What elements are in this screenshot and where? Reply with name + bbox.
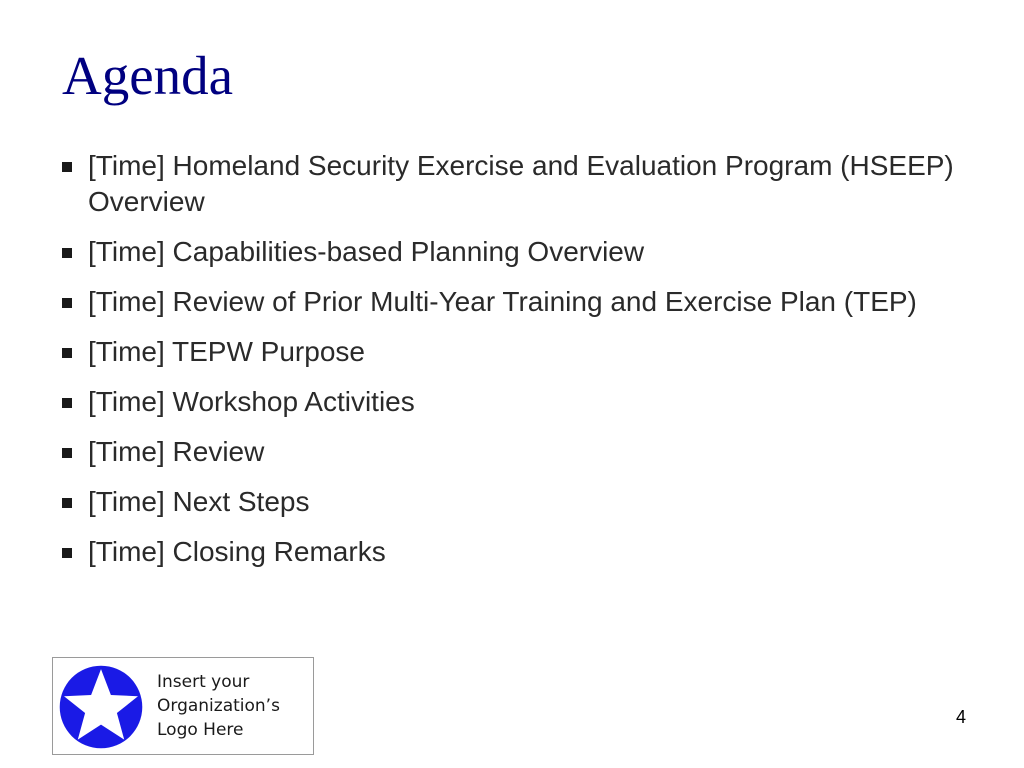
logo-text-line: Insert your — [157, 672, 250, 692]
logo-placeholder — [52, 657, 314, 755]
agenda-item — [62, 384, 962, 420]
square-bullet-icon — [62, 448, 72, 458]
logo-text-line: Organization’s — [157, 696, 280, 716]
square-bullet-icon — [62, 348, 72, 358]
agenda-item — [62, 148, 962, 220]
page-number: 4 — [955, 707, 966, 727]
agenda-item-text: [Time] Homeland Security Exercise and Evaluation Program (HSEEP) Overview — [88, 150, 954, 217]
square-bullet-icon — [62, 162, 72, 172]
logo-text-line: Logo Here — [157, 720, 244, 740]
agenda-item-text: [Time] Next Steps — [88, 486, 310, 517]
agenda-item-text: [Time] Review of Prior Multi-Year Training and Exercise Plan (TEP) — [88, 286, 917, 317]
agenda-item — [62, 334, 962, 370]
agenda-list — [62, 148, 962, 584]
square-bullet-icon — [62, 498, 72, 508]
agenda-item — [62, 234, 962, 270]
agenda-item-text: [Time] Capabilities-based Planning Overview — [88, 236, 645, 267]
logo-placeholder-text — [157, 670, 307, 742]
square-bullet-icon — [62, 248, 72, 258]
agenda-item-text: [Time] Review — [88, 436, 265, 467]
agenda-item — [62, 434, 962, 470]
agenda-item — [62, 284, 962, 320]
square-bullet-icon — [62, 298, 72, 308]
agenda-item — [62, 484, 962, 520]
slide-title: Agenda — [62, 45, 234, 106]
agenda-item-text: [Time] Closing Remarks — [88, 536, 386, 567]
agenda-item-text: [Time] Workshop Activities — [88, 386, 415, 417]
square-bullet-icon — [62, 548, 72, 558]
square-bullet-icon — [62, 398, 72, 408]
agenda-item — [62, 534, 962, 570]
blue-circle-white-star-icon — [58, 664, 144, 750]
agenda-item-text: [Time] TEPW Purpose — [88, 336, 365, 367]
